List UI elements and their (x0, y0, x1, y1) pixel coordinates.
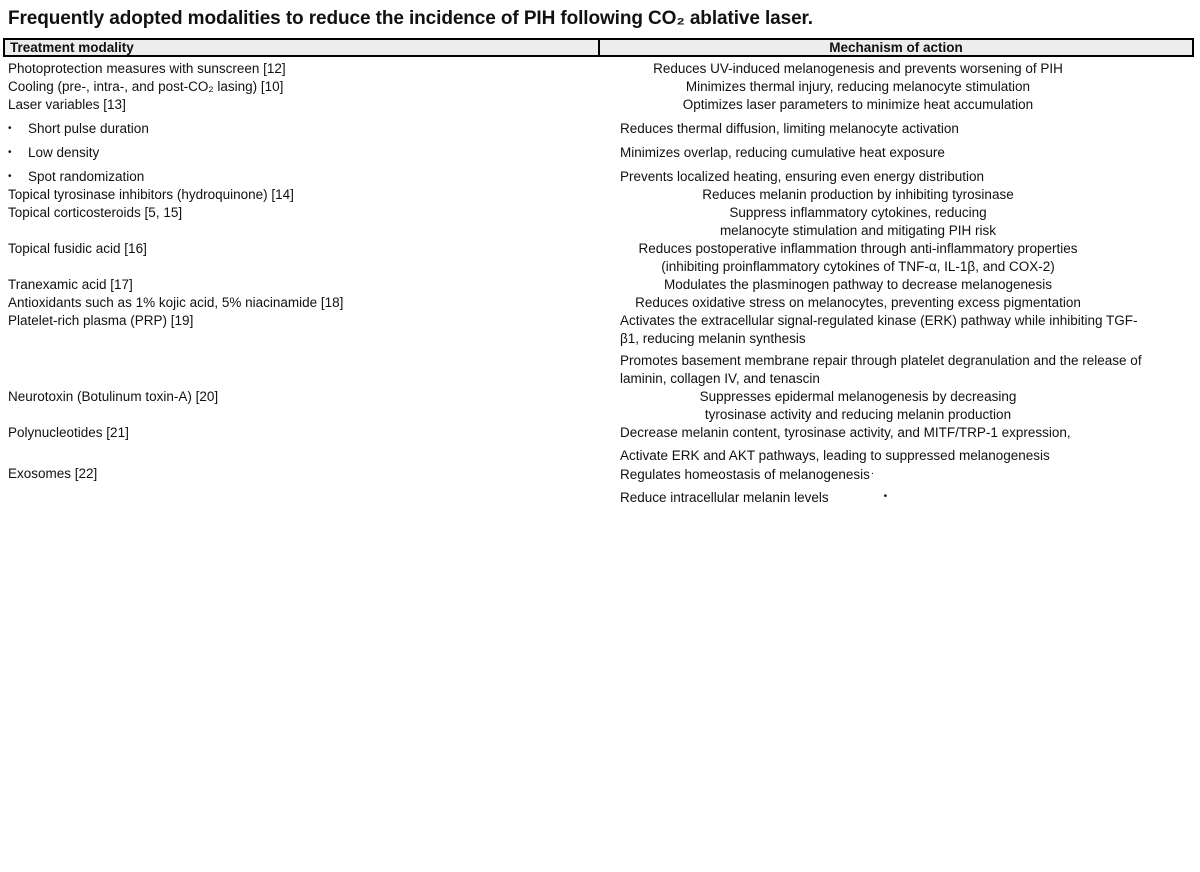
stray-bullet-icon: • (883, 491, 888, 502)
mechanism-lines (600, 352, 1194, 388)
mechanism-line: Minimizes overlap, reducing cumulative heat exposure (620, 145, 945, 160)
mechanism-line: laminin, collagen IV, and tenascin (620, 371, 820, 386)
mechanism-cell (600, 240, 1194, 276)
table-row (0, 120, 1200, 138)
mechanism-cell (600, 447, 1194, 465)
table-row (0, 96, 1200, 114)
mechanism-lines (600, 168, 1194, 186)
treatment-cell (0, 144, 600, 162)
mechanism-line: Reduces UV-induced melanogenesis and prevents worsening of PIH (653, 61, 1063, 76)
mechanism-lines (600, 96, 1194, 114)
mechanism-cell (600, 120, 1194, 138)
treatment-text: Photoprotection measures with sunscreen [12] (8, 61, 286, 76)
treatment-text: Topical tyrosinase inhibitors (hydroquinone) [14] (8, 187, 294, 202)
bullet-icon: • (8, 171, 12, 182)
treatment-cell (0, 96, 600, 114)
treatment-cell (0, 447, 600, 465)
treatment-text: Platelet-rich plasma (PRP) [19] (8, 313, 194, 328)
treatment-text: Polynucleotides [21] (8, 425, 129, 440)
mechanism-line: Reduces thermal diffusion, limiting melanocyte activation (620, 121, 959, 136)
table-row (0, 144, 1200, 162)
mechanism-cell (600, 388, 1194, 424)
mechanism-line: Reduces melanin production by inhibiting tyrosinase (702, 187, 1014, 202)
mechanism-line: Optimizes laser parameters to minimize heat accumulation (682, 97, 1034, 112)
mechanism-cell (600, 78, 1194, 96)
mechanism-line: Minimizes thermal injury, reducing melanocyte stimulation (685, 79, 1031, 94)
table-row (0, 168, 1200, 186)
table-row (0, 294, 1200, 312)
mechanism-lines (600, 312, 1194, 348)
mechanism-line: tyrosinase activity and reducing melanin production (704, 407, 1012, 422)
mechanism-lines (600, 424, 1194, 442)
mechanism-lines (600, 60, 1194, 78)
mechanism-header: Mechanism of action (599, 38, 1194, 57)
treatment-cell (0, 168, 600, 186)
mechanism-line: Reduce intracellular melanin levels • (620, 490, 888, 505)
treatment-text: Topical fusidic acid [16] (8, 241, 147, 256)
table-row (0, 424, 1200, 442)
stray-dot-icon: · (870, 468, 875, 479)
mechanism-cell (600, 465, 1194, 484)
mechanism-lines (600, 465, 1194, 484)
treatment-cell (0, 78, 600, 96)
treatment-cell (0, 120, 600, 138)
table-header-row (3, 38, 1194, 57)
mechanism-line: Reduces oxidative stress on melanocytes, preventing excess pigmentation (635, 295, 1081, 310)
table-row (0, 204, 1200, 240)
treatment-text: Spot randomization (28, 169, 145, 184)
treatment-cell (0, 186, 600, 204)
mechanism-cell (600, 276, 1194, 294)
mechanism-line: Modulates the plasminogen pathway to decrease melanogenesis (664, 277, 1052, 292)
treatment-cell (0, 488, 600, 507)
treatment-cell (0, 276, 600, 294)
treatment-cell (0, 465, 600, 484)
mechanism-line: Activates the extracellular signal-regulated kinase (ERK) pathway while inhibiting TGF- (620, 313, 1138, 328)
mechanism-cell (600, 312, 1194, 348)
table-row (0, 186, 1200, 204)
mechanism-line: Promotes basement membrane repair through platelet degranulation and the release of (620, 353, 1142, 368)
mechanism-line: β1, reducing melanin synthesis (620, 331, 806, 346)
treatment-cell (0, 352, 600, 388)
mechanism-cell (600, 144, 1194, 162)
treatment-cell (0, 294, 600, 312)
mechanism-line: Activate ERK and AKT pathways, leading to suppressed melanogenesis (620, 448, 1050, 463)
mechanism-line: Regulates homeostasis of melanogenesis· (620, 467, 875, 482)
mechanism-line: Prevents localized heating, ensuring even energy distribution (620, 169, 984, 184)
treatment-cell (0, 424, 600, 442)
bullet-icon: • (8, 123, 12, 134)
mechanism-lines (600, 78, 1194, 96)
treatment-text: Topical corticosteroids [5, 15] (8, 205, 183, 220)
treatment-text: Neurotoxin (Botulinum toxin-A) [20] (8, 389, 219, 404)
modalities-table (0, 60, 1200, 507)
treatment-cell (0, 60, 600, 78)
mechanism-cell (600, 186, 1194, 204)
mechanism-cell (600, 488, 1194, 507)
mechanism-cell (600, 294, 1194, 312)
table-row (0, 447, 1200, 465)
treatment-text: Tranexamic acid [17] (8, 277, 133, 292)
table-row (0, 312, 1200, 348)
mechanism-lines (600, 186, 1194, 204)
mechanism-cell (600, 96, 1194, 114)
table-row (0, 465, 1200, 484)
mechanism-line: melanocyte stimulation and mitigating PIH risk (719, 223, 997, 238)
mechanism-lines (600, 388, 1194, 424)
mechanism-lines (600, 204, 1194, 240)
mechanism-line: Suppress inflammatory cytokines, reducing (729, 205, 987, 220)
bullet-icon: • (8, 147, 12, 158)
treatment-cell (0, 240, 600, 276)
treatment-cell (0, 388, 600, 424)
table-row (0, 60, 1200, 78)
treatment-text: Laser variables [13] (8, 97, 126, 112)
table-row (0, 78, 1200, 96)
treatment-cell (0, 204, 600, 240)
table-row (0, 488, 1200, 507)
treatment-text: Exosomes [22] (8, 466, 98, 481)
mechanism-line: Decrease melanin content, tyrosinase activity, and MITF/TRP-1 expression, (620, 425, 1071, 440)
table-row (0, 352, 1200, 388)
mechanism-line: (inhibiting proinflammatory cytokines of TNF-α, IL-1β, and COX-2) (661, 259, 1055, 274)
mechanism-lines (600, 488, 1194, 507)
table-row (0, 276, 1200, 294)
table-row (0, 240, 1200, 276)
treatment-text: Low density (28, 145, 100, 160)
mechanism-cell (600, 424, 1194, 442)
mechanism-lines (600, 120, 1194, 138)
mechanism-cell (600, 352, 1194, 388)
treatment-cell (0, 312, 600, 348)
treatment-header: Treatment modality (3, 38, 599, 57)
mechanism-lines (600, 294, 1194, 312)
mechanism-cell (600, 60, 1194, 78)
mechanism-lines (600, 447, 1194, 465)
mechanism-line: Reduces postoperative inflammation through anti-inflammatory properties (638, 241, 1078, 256)
mechanism-lines (600, 240, 1194, 276)
mechanism-lines (600, 144, 1194, 162)
mechanism-lines (600, 276, 1194, 294)
treatment-text: Short pulse duration (28, 121, 149, 136)
mechanism-cell (600, 168, 1194, 186)
mechanism-line: Suppresses epidermal melanogenesis by decreasing (699, 389, 1017, 404)
table-row (0, 388, 1200, 424)
treatment-text: Antioxidants such as 1% kojic acid, 5% niacinamide [18] (8, 295, 344, 310)
treatment-text: Cooling (pre-, intra-, and post-CO₂ lasing) [10] (8, 79, 284, 94)
page-title: Frequently adopted modalities to reduce the incidence of PIH following CO₂ ablative laser. (8, 8, 813, 29)
mechanism-cell (600, 204, 1194, 240)
